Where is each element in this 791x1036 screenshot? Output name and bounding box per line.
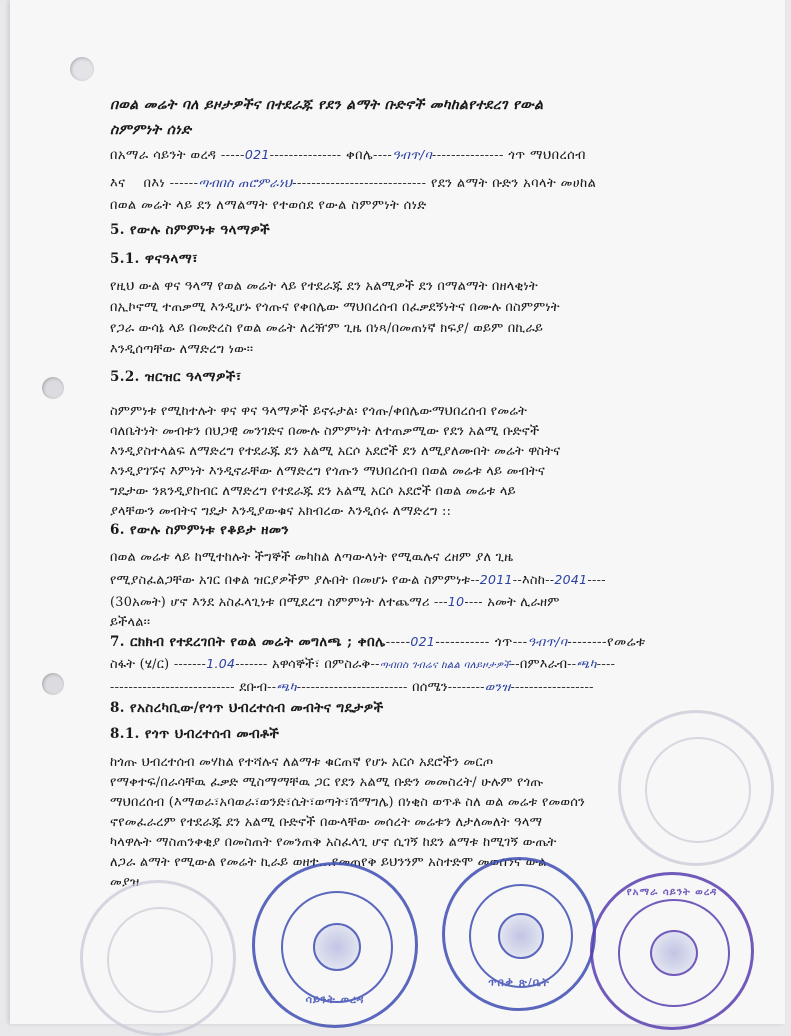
official-stamp: [442, 857, 596, 1011]
section-7-area-line: ስፋት (ሄ/ር) -------1.04------- አዋሳኞች፣ በምስራቅ--ጣብበስ ገብሬና ከልል ባለይዞታዎች--በምእራብ--ጫካ----: [110, 656, 616, 672]
north-value: ወንዝ: [484, 679, 511, 694]
document-page: [10, 0, 785, 1024]
south-value: ጫካ: [276, 679, 297, 694]
stamp-text: ሳይንት ወረዳ: [305, 993, 365, 1006]
section-5-2-text: ግዴታው ንጸንዲያከብር ለማድረግ የተደራጁ ደን አልሚ አርሶ አደሮች በወል መሬቱ ላይ: [110, 484, 516, 499]
section-8-heading: 8. የአስረካቢው/የጎጥ ህብረተሰብ መብትና ግዴታዎች: [110, 700, 384, 716]
east-value: ጣብበስ ገብሬና ከልል ባለይዞታዎች: [379, 660, 511, 671]
section-6-text: (30አመት) ሆኖ እንደ አስፈላጊነቱ በሚደረግ ስምምነት ለተጨማሪ ---10---- አመት ሊራዘም: [110, 594, 560, 610]
official-stamp: [252, 862, 418, 1028]
stamp-text: ጥበቃ ጽ/ቤት: [488, 976, 550, 989]
section-5-1-heading: 5.1. ዋናዓላማ፣: [110, 251, 199, 267]
community-label: ጎጥ ማህበረሰብ: [508, 148, 586, 163]
end-year-value: 2041: [554, 572, 588, 587]
s7-got-value: ዓብጥ/ባ: [527, 634, 568, 649]
section-6-text: ይችላል፡፡: [110, 615, 151, 630]
section-8-1-text: የማቀተፍ/በራሳቸዉ ፈቃድ ሚስማማቸዉ ጋር የደን አልሚ ቡድን መመስረት/ ሁሉም የጎጡ: [110, 775, 544, 790]
section-5-2-text: ያላቸውን መብትና ግዴታ እንዲያውቁና አክብረው እንዲሰሩ ለማድረግ ::: [110, 504, 452, 519]
section-5-2-text: ስምምነቱ የሚከተሉት ዋና ዋና ዓላማዎች ይኖሩታል፡ የጎጡ/ቀበሌውማህበረሰብ የመሬት: [110, 404, 528, 419]
group-label: የደን ልማት ቡድን አባላት መሀከል: [430, 176, 597, 191]
section-5-2-text: እንዲያስተላልፍ ለማድረግ የተደራጁ ደን አልሚ አርሶ አደሮች ደን ለሚያለሙበት መሬት ዋስትና: [110, 444, 561, 459]
header-names-line: እና በእነ ------ጣብበስ ጠሮምራነህ---------------------------- የደን ልማት ቡድን አባላት መሀከል: [110, 175, 597, 191]
faded-stamp: [618, 710, 774, 866]
section-8-1-text: ከጎጡ ህብረተሰብ መሃከል የተሻሉና ለልማቱ ቁርጠኛ የሆኑ አርሶ አደሮችን መርጦ: [110, 755, 494, 770]
section-6-heading: 6. የውሉ ስምምነቱ የቆይታ ዘመን: [110, 522, 289, 538]
document-title-line1: በወል መሬት ባለ ይዞታዎችና በተደራጁ የደን ልማት ቡድኖች መካከልየተደረገ የውል: [110, 97, 544, 113]
binder-hole: [42, 377, 64, 399]
section-6-text: የሚያስፈልጋቸው አገር በቀል ዝርያዎችም ያሉበት በመሆኑ የውል ስምምነቱ--2011--እስከ--2041----: [110, 572, 606, 588]
section-8-1-text: መያዝ: [110, 875, 140, 890]
section-7-line: 7. ርክክብ የተደረገበት የወል መሬት መግለጫ ; ቀበሌ-----021----------- ጎጥ---ዓብጥ/ባ--------የመሬቱ: [110, 634, 646, 650]
section-5-heading: 5. የውሉ ስምምነቱ ዓላማዎች: [110, 222, 271, 238]
start-year-value: 2011: [479, 572, 513, 587]
section-5-2-text: እንዲያገኙና እምነት እንዲኖራቸው ለማድረግ የጎጡን ማህበረሰብ በወል መሬቱ ላይ መብትና: [110, 464, 545, 479]
section-5-2-heading: 5.2. ዝርዝር ዓላማዎች፣: [110, 369, 242, 385]
header-woreda-line: በአማራ ሳይንት ወረዳ -----021--------------- ቀበሌ----ዓብጥ/ባ--------------- ጎጥ ማህበረሰብ: [110, 147, 586, 163]
section-7-heading: 7. ርክክብ የተደረገበት የወል መሬት መግለጫ ; ቀበሌ: [110, 634, 386, 650]
binder-hole: [70, 57, 94, 81]
woreda-label: በአማራ ሳይንት ወረዳ: [110, 148, 217, 163]
official-stamp: [590, 872, 754, 1030]
between-label: በእነ: [143, 176, 166, 191]
emblem-icon: [650, 930, 698, 977]
and-label: እና: [110, 176, 126, 191]
names-value: ጣብበስ ጠሮምራነህ: [198, 175, 293, 190]
section-5-1-text: የዚህ ውል ዋና ዓላማ የወል መሬት ላይ የተደራጁ ደን አልሚዎች ደን በማልማት በዘላቂነት: [110, 279, 538, 294]
section-6-text: በወል መሬቱ ላይ ከሚተከሉት ችግኞች መካከል ለጣውላነት የሚዉሉና ረዘም ያለ ጊዜ: [110, 550, 514, 565]
binder-hole: [42, 673, 64, 695]
kebele-label: ቀበሌ: [346, 148, 374, 163]
section-5-1-text: የጋራ ውሳኔ ላይ በመድረስ የወል መሬት ለረዥም ጊዜ በነጻ/በመጠነኛ ክፍያ/ ወይም በኪራይ: [110, 321, 544, 336]
document-title-line2: ስምምነት ሰነድ: [110, 122, 192, 138]
kebele-value: ዓብጥ/ባ: [392, 147, 432, 162]
header-purpose-line: በወል መሬት ላይ ደን ለማልማት የተወሰደ የውል ስምምነት ሰነድ: [110, 198, 427, 213]
section-8-1-text: ማህበረሰብ (እማወራ፣አባወራ፣ወንድ፣ሴት፣ወጣት፣ሽማግሌ) በነቂስ ወጥቶ ስለ ወል መሬቱ የመወሰን: [110, 795, 586, 810]
faded-stamp: [80, 880, 236, 1036]
section-5-2-text: ባለቤትነት መብቱን በህጋዊ መንገድና በሙሉ ስምምነት ለተጠቃሚው የደን አልሚ ቡድኖች: [110, 424, 540, 439]
section-8-1-text: ኖየመፈራረም የተደራጁ ደን አልሚ ቡድኖች በውላቸው መሰረት መሬቱን ለታለመለት ዓላማ: [110, 815, 543, 830]
stamp-text: የአማራ ሳይንት ወረዳ: [626, 887, 718, 898]
section-5-1-text: በኢኮኖሚ ተጠቃሚ እንዲሆኑ የጎጡና የቀበሌው ማህበረሰብ በፈቃደኝነትና በሙሉ በስምምነት: [110, 300, 560, 315]
s7-kebele-value: 021: [410, 634, 436, 649]
section-8-1-text: ካላዋሉት ማስጠንቀቂያ በመስጠት የመንጠቅ አስፈላጊ ሆኖ ሲገኝ ከደን ልማቱ ከሚገኝ ውጤት: [110, 835, 557, 850]
section-5-1-text: እንዲሰጣቸው ለማድረግ ነው፡፡: [110, 342, 254, 357]
west-value: ጫካ: [576, 656, 597, 671]
section-7-borders-line: --------------------------- ደቡብ--ጫካ------------------------ በሰሜን--------ወንዝ------------------: [110, 679, 594, 695]
extra-years-value: 10: [447, 594, 465, 609]
section-8-1-heading: 8.1. የጎጥ ህብረተሰብ መብቶች: [110, 726, 280, 742]
woreda-value: 021: [244, 147, 270, 162]
section-8-1-text: ለጋራ ልማት የሚውል የመሬት ኪራይ ወዘተ...የመጠየቅ ይህንንም አስተድሞ መወሰንና ውል: [110, 855, 547, 870]
area-value: 1.04: [206, 656, 236, 671]
emblem-icon: [498, 913, 543, 958]
